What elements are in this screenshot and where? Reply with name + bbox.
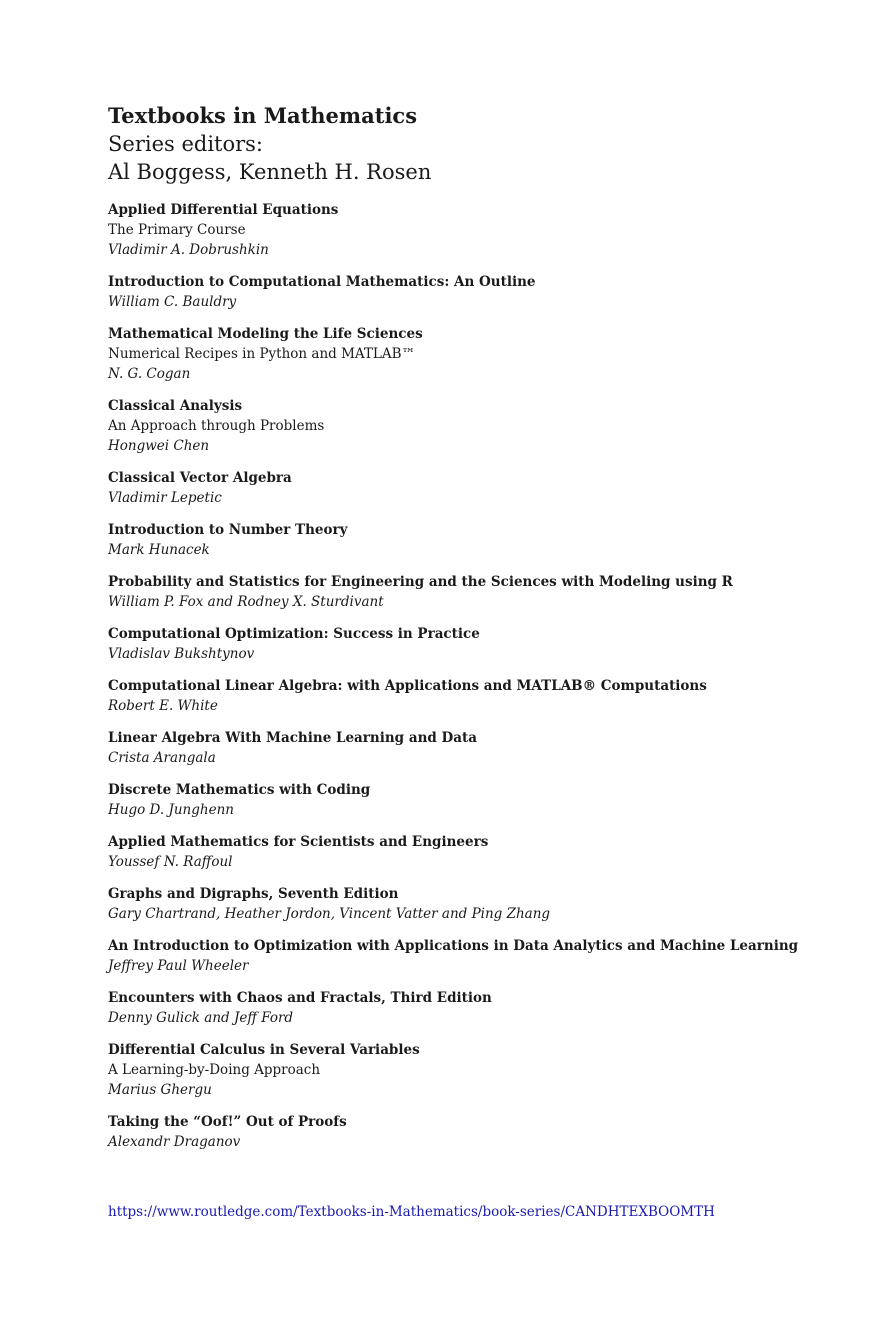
book-author: Vladimir Lepetic <box>108 490 222 506</box>
book-author: Robert E. White <box>108 698 218 714</box>
book-author: Crista Arangala <box>108 750 216 766</box>
book-title: Computational Linear Algebra: with Applications and MATLAB® Computations <box>108 678 707 694</box>
book-title: Introduction to Number Theory <box>108 522 348 538</box>
book-entry <box>108 988 828 1028</box>
book-title: Mathematical Modeling the Life Sciences <box>108 326 423 342</box>
book-author: Vladimir A. Dobrushkin <box>108 242 269 258</box>
series-page <box>108 102 828 1164</box>
series-title: Textbooks in Mathematics <box>108 103 418 128</box>
book-entry <box>108 572 828 612</box>
book-author: Alexandr Draganov <box>108 1134 241 1150</box>
book-author: Youssef N. Raffoul <box>108 854 233 870</box>
book-entry <box>108 272 828 312</box>
series-editors: Al Boggess, Kenneth H. Rosen <box>108 160 432 184</box>
book-title: An Introduction to Optimization with Applications in Data Analytics and Machine Learning <box>108 938 799 954</box>
book-title: Classical Vector Algebra <box>108 470 292 486</box>
book-entry <box>108 324 828 384</box>
book-entry <box>108 884 828 924</box>
book-title: Discrete Mathematics with Coding <box>108 782 371 798</box>
book-subtitle: The Primary Course <box>108 222 246 238</box>
book-title: Encounters with Chaos and Fractals, Third Edition <box>108 990 492 1006</box>
book-title: Applied Mathematics for Scientists and Engineers <box>108 834 489 850</box>
book-title: Applied Differential Equations <box>108 202 339 218</box>
book-entry <box>108 468 828 508</box>
book-title: Probability and Statistics for Engineering and the Sciences with Modeling using R <box>108 574 733 590</box>
book-author: William C. Bauldry <box>108 294 237 310</box>
book-subtitle: An Approach through Problems <box>108 418 325 434</box>
book-title: Introduction to Computational Mathematics: An Outline <box>108 274 536 290</box>
book-entry <box>108 780 828 820</box>
book-entry <box>108 832 828 872</box>
book-entry <box>108 396 828 456</box>
book-entry <box>108 1112 828 1152</box>
book-entry <box>108 1040 828 1100</box>
book-title: Classical Analysis <box>108 398 243 414</box>
book-entry <box>108 520 828 560</box>
book-author: William P. Fox and Rodney X. Sturdivant <box>108 594 384 610</box>
book-author: Mark Hunacek <box>108 542 210 558</box>
book-author: N. G. Cogan <box>108 366 191 382</box>
book-entry <box>108 936 828 976</box>
book-subtitle: A Learning-by-Doing Approach <box>108 1062 321 1078</box>
book-author: Vladislav Bukshtynov <box>108 646 255 662</box>
book-author: Denny Gulick and Jeff Ford <box>108 1010 294 1026</box>
book-subtitle: Numerical Recipes in Python and MATLAB™ <box>108 346 416 362</box>
book-author: Gary Chartrand, Heather Jordon, Vincent Vatter and Ping Zhang <box>108 906 551 922</box>
book-entry <box>108 624 828 664</box>
series-url-link[interactable]: https://www.routledge.com/Textbooks-in-Mathematics/book-series/CANDHTEXBOOMTH <box>108 1204 715 1220</box>
book-entry <box>108 676 828 716</box>
book-title: Graphs and Digraphs, Seventh Edition <box>108 886 399 902</box>
book-title: Taking the “Oof!” Out of Proofs <box>108 1114 347 1130</box>
book-entry <box>108 200 828 260</box>
book-title: Linear Algebra With Machine Learning and Data <box>108 730 477 746</box>
book-entry <box>108 728 828 768</box>
book-author: Jeffrey Paul Wheeler <box>108 958 249 974</box>
book-list <box>108 200 828 1152</box>
series-editors-label: Series editors: <box>108 132 264 156</box>
book-author: Hugo D. Junghenn <box>108 802 234 818</box>
book-author: Marius Ghergu <box>108 1082 212 1098</box>
book-author: Hongwei Chen <box>108 438 210 454</box>
book-title: Computational Optimization: Success in Practice <box>108 626 480 642</box>
book-title: Differential Calculus in Several Variables <box>108 1042 420 1058</box>
